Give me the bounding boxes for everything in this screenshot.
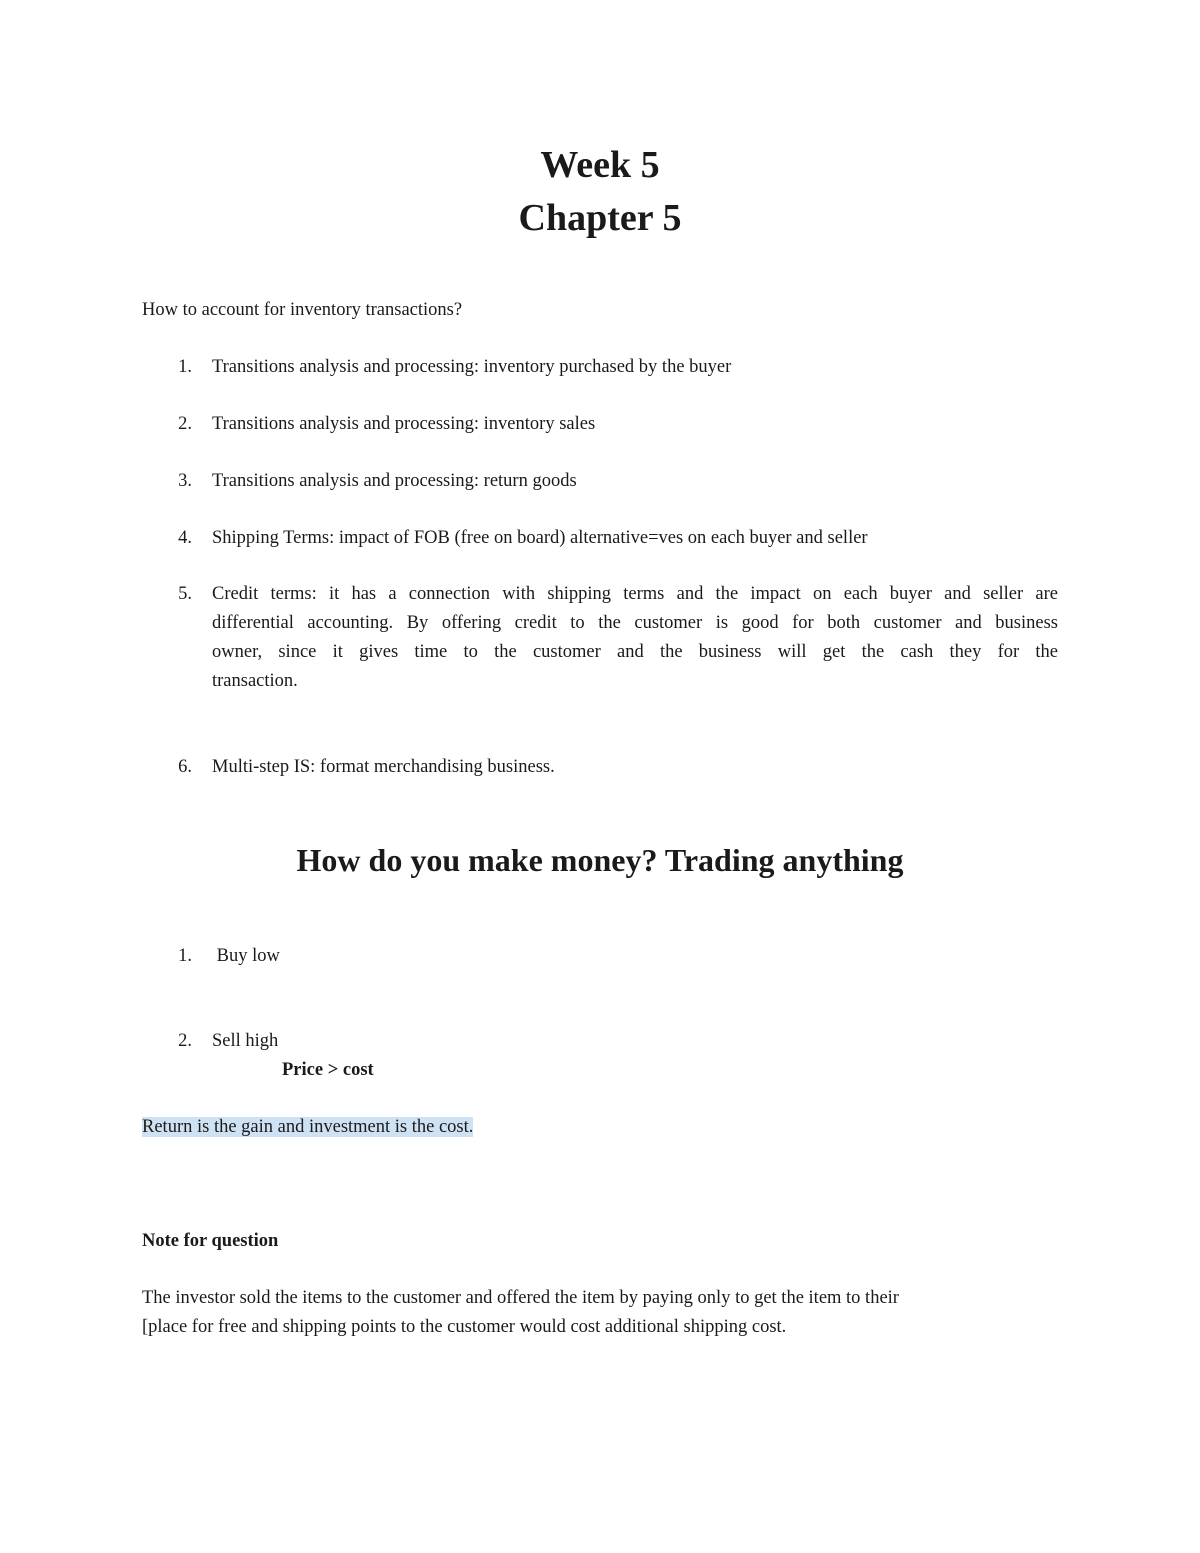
note-line: The investor sold the items to the customer and offered the item by paying only to get the item to their [142,1288,899,1308]
intro-question: How to account for inventory transactions? [142,300,463,320]
section-heading: How do you make money? Trading anything [296,842,904,878]
paragraph-line: Credit terms: it has a connection with shipping terms and the impact on each buyer and seller are [212,584,1058,604]
highlight-span: Return is the gain and investment is the cost. [142,1117,474,1137]
list-item: Shipping Terms: impact of FOB (free on board) alternative=ves on each buyer and seller [212,528,868,548]
list-item: Sell high [212,1031,279,1051]
list-item: Multi-step IS: format merchandising business. [212,757,555,777]
list-item: Transitions analysis and processing: inventory sales [212,414,596,434]
list-item-number: 4. [178,528,192,548]
note-heading: Note for question [142,1231,279,1251]
list-item-paragraph [212,580,1058,696]
note-line: [place for free and shipping points to the customer would cost additional shipping cost. [142,1317,787,1337]
page-subtitle: Chapter 5 [518,197,682,239]
list-item: Transitions analysis and processing: inventory purchased by the buyer [212,357,732,377]
list-item-number: 1. [178,946,192,966]
list-item-number: 5. [178,584,192,604]
paragraph-line: owner, since it gives time to the customer and the business will get the cash they for the [212,642,1058,662]
list-item-number: 1. [178,357,192,377]
paragraph-line: differential accounting. By offering credit to the customer is good for both customer and business [212,613,1058,633]
list-item: Buy low [212,946,280,966]
list-item-number: 3. [178,471,192,491]
formula: Price > cost [282,1060,374,1080]
list-item-number: 2. [178,414,192,434]
list-item-number: 6. [178,757,192,777]
paragraph-line: transaction. [212,671,298,691]
list-item: Transitions analysis and processing: return goods [212,471,577,491]
list-item-number: 2. [178,1031,192,1051]
highlighted-sentence [142,1113,473,1142]
page-title: Week 5 [540,144,660,186]
